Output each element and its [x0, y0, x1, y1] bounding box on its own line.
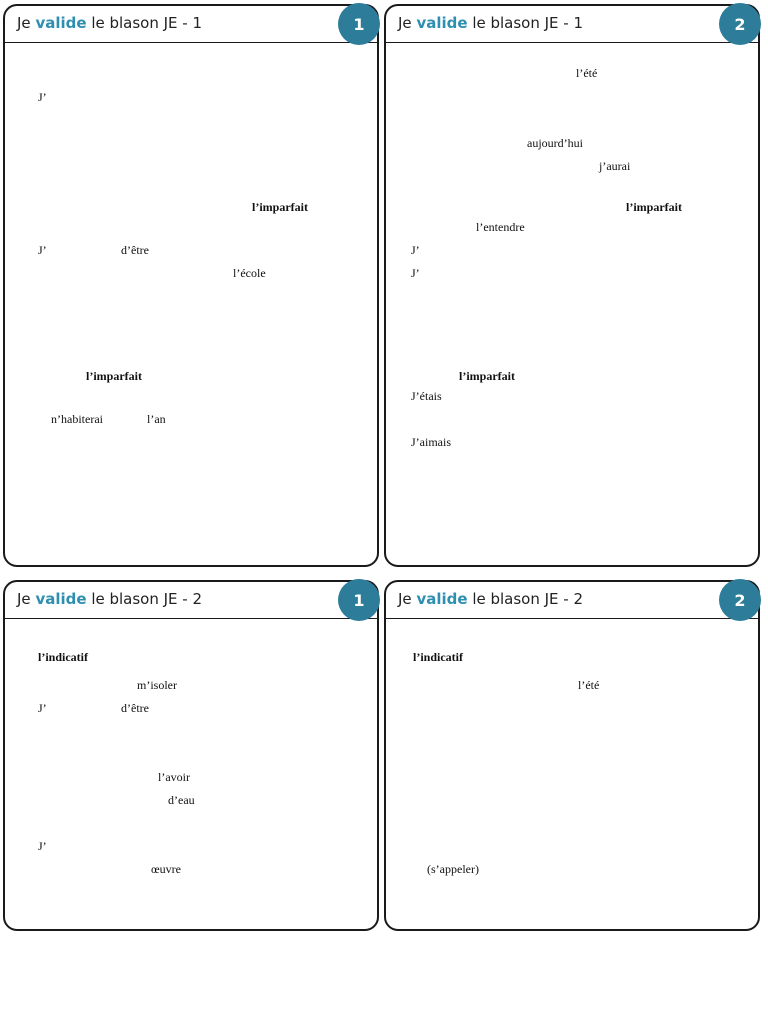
- card-number-badge: 2: [719, 579, 761, 621]
- title-accent: valide: [416, 590, 468, 608]
- title-accent: valide: [35, 590, 87, 608]
- title-before: Je: [17, 590, 31, 608]
- card-je1-part2: [384, 4, 760, 567]
- card-header: [386, 6, 758, 43]
- word: œuvre: [151, 862, 181, 876]
- word: l’été: [576, 66, 598, 80]
- word: l’avoir: [158, 770, 190, 784]
- word-bold: l’imparfait: [252, 200, 308, 214]
- title-after: le blason JE - 2: [472, 590, 584, 608]
- word: n’habiterai: [51, 412, 103, 426]
- word: J’: [38, 243, 47, 257]
- word: J’: [411, 266, 420, 280]
- word-bold: l’indicatif: [413, 650, 463, 664]
- word: J’étais: [411, 389, 442, 403]
- word-bold: l’imparfait: [626, 200, 682, 214]
- title-after: le blason JE - 1: [91, 14, 203, 32]
- card-header: [5, 6, 377, 43]
- word: l’entendre: [476, 220, 525, 234]
- card-title: [398, 590, 583, 608]
- word-bold: l’imparfait: [459, 369, 515, 383]
- word: J’aimais: [411, 435, 451, 449]
- card-number-badge: 1: [338, 579, 380, 621]
- word: d’être: [121, 243, 149, 257]
- word: J’: [38, 839, 47, 853]
- word: J’: [38, 701, 47, 715]
- card-je2-part2: [384, 580, 760, 931]
- title-after: le blason JE - 1: [472, 14, 584, 32]
- word-bold: l’imparfait: [86, 369, 142, 383]
- title-before: Je: [17, 14, 31, 32]
- card-je2-part1: [3, 580, 379, 931]
- card-header: [386, 582, 758, 619]
- word: l’école: [233, 266, 266, 280]
- card-header: [5, 582, 377, 619]
- card-title: [398, 14, 583, 32]
- title-accent: valide: [416, 14, 468, 32]
- word: l’an: [147, 412, 166, 426]
- word: l’été: [578, 678, 600, 692]
- card-title: [17, 590, 202, 608]
- word: d’être: [121, 701, 149, 715]
- card-number-badge: 1: [338, 3, 380, 45]
- title-before: Je: [398, 14, 412, 32]
- word: aujourd’hui: [527, 136, 583, 150]
- title-after: le blason JE - 2: [91, 590, 203, 608]
- title-accent: valide: [35, 14, 87, 32]
- word: J’: [38, 90, 47, 104]
- card-je1-part1: [3, 4, 379, 567]
- word-bold: l’indicatif: [38, 650, 88, 664]
- card-number-badge: 2: [719, 3, 761, 45]
- word: (s’appeler): [427, 862, 479, 876]
- word: d’eau: [168, 793, 195, 807]
- title-before: Je: [398, 590, 412, 608]
- word: j’aurai: [599, 159, 631, 173]
- word: J’: [411, 243, 420, 257]
- word: m’isoler: [137, 678, 177, 692]
- card-title: [17, 14, 202, 32]
